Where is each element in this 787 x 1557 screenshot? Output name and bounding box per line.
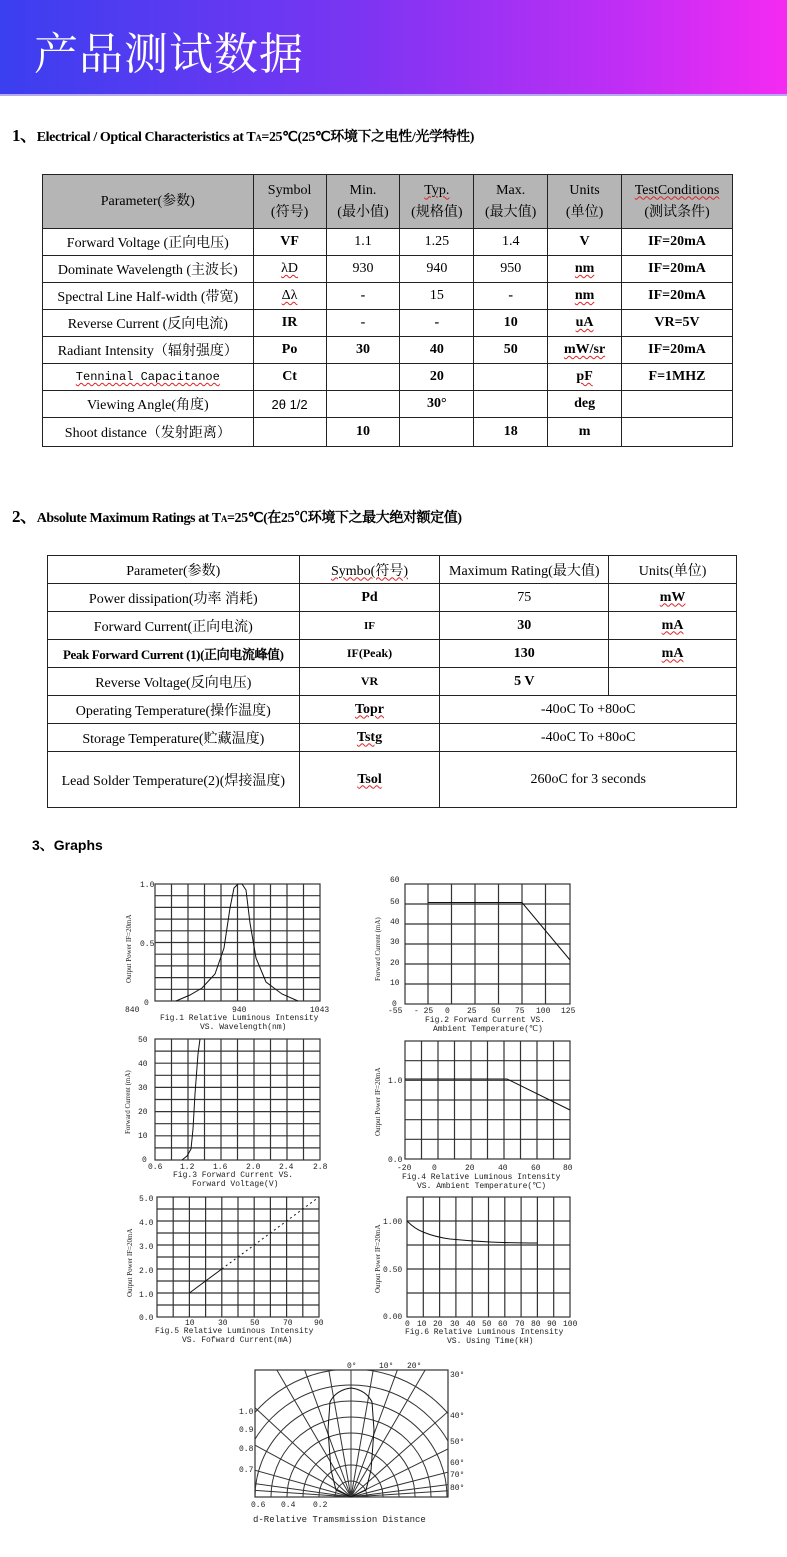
svg-text:60: 60 (498, 1320, 508, 1329)
cell-rating: 75 (440, 584, 609, 612)
table-row (48, 668, 737, 696)
cell-rating: -40oC To +80oC (440, 724, 737, 752)
table-row (48, 752, 737, 808)
cell-typ: 40 (400, 337, 474, 364)
svg-text:Output Power IF=20mA: Output Power IF=20mA (374, 1067, 382, 1136)
svg-text:- 25: - 25 (414, 1007, 434, 1016)
table-row (48, 640, 737, 668)
section2-title-suffix: =25℃(在25℃环境下之最大绝对额定值) (226, 511, 462, 526)
cell-max: 950 (474, 256, 548, 283)
cell-min: - (326, 283, 400, 310)
cell-min: 930 (326, 256, 400, 283)
header-max-rating: Maximum Rating(最大值) (440, 556, 609, 584)
cell-max: - (474, 283, 548, 310)
cell-parameter: Power dissipation(功率 消耗) (48, 584, 300, 612)
cell-units: nm (548, 256, 622, 283)
svg-text:0.0: 0.0 (139, 1314, 154, 1323)
svg-text:3.0: 3.0 (139, 1243, 154, 1252)
svg-text:-20: -20 (397, 1164, 412, 1173)
svg-text:70: 70 (283, 1319, 293, 1328)
svg-text:80: 80 (531, 1320, 541, 1329)
cell-symbol: IR (253, 310, 326, 337)
cell-parameter: Dominate Wavelength (主波长) (43, 256, 254, 283)
cell-units: m (548, 418, 622, 447)
chart-fig1 (120, 878, 335, 1033)
svg-text:0.2: 0.2 (313, 1501, 328, 1510)
header-max: Max. (最大值) (474, 175, 548, 229)
table-row (43, 337, 733, 364)
svg-text:Output Power IF=20mA: Output Power IF=20mA (126, 1228, 134, 1297)
svg-text:20: 20 (465, 1164, 475, 1173)
section1-title-sub: A (255, 133, 262, 143)
svg-text:Forward Current (mA): Forward Current (mA) (374, 917, 382, 981)
svg-text:125: 125 (561, 1007, 576, 1016)
cell-max: 10 (474, 310, 548, 337)
cell-min: 1.1 (326, 229, 400, 256)
chart-fig3 (120, 1034, 335, 1189)
cell-conditions: IF=20mA (622, 337, 733, 364)
svg-text:1.0: 1.0 (388, 1077, 403, 1086)
cell-rating: 260oC for 3 seconds (440, 752, 737, 808)
table-row (43, 364, 733, 391)
svg-text:d-Relative Tramsmission Distan: d-Relative Tramsmission Distance (253, 1515, 426, 1525)
cell-max: 18 (474, 418, 548, 447)
chart-fig5 (122, 1193, 337, 1345)
cell-parameter: Forward Voltage (正向电压) (43, 229, 254, 256)
svg-text:30: 30 (390, 938, 400, 947)
cell-units: mW/sr (548, 337, 622, 364)
cell-units: pF (548, 364, 622, 391)
svg-text:4.0: 4.0 (139, 1219, 154, 1228)
cell-parameter: Spectral Line Half-width (带宽) (43, 283, 254, 310)
cell-typ: 20 (400, 364, 474, 391)
svg-text:50: 50 (491, 1007, 501, 1016)
chart-fig4 (370, 1036, 585, 1191)
section2-title (12, 502, 462, 527)
svg-text:VS. Using Time(kH): VS. Using Time(kH) (447, 1337, 534, 1345)
header-min: Min. (最小值) (326, 175, 400, 229)
cell-max: 50 (474, 337, 548, 364)
svg-text:0.0: 0.0 (388, 1156, 403, 1165)
section3-title: 3、Graphs (32, 837, 103, 853)
cell-symbol: IF (299, 612, 440, 640)
cell-symbol: Po (253, 337, 326, 364)
cell-parameter: Peak Forward Current (1)(正向电流峰值) (48, 640, 300, 668)
svg-text:30: 30 (218, 1319, 228, 1328)
cell-conditions: F=1MHZ (622, 364, 733, 391)
svg-text:1.0: 1.0 (239, 1408, 254, 1417)
svg-text:1.00: 1.00 (383, 1218, 403, 1227)
cell-parameter: Tenninal Capacitanoe (43, 364, 254, 391)
section1-title-suffix: =25℃(25℃环境下之电性/光学特性) (261, 130, 475, 145)
table-row (43, 283, 733, 310)
svg-text:0: 0 (392, 1000, 397, 1009)
svg-text:40: 40 (390, 918, 400, 927)
cell-symbol: Pd (299, 584, 440, 612)
table-row (43, 310, 733, 337)
section1-title-text: Electrical / Optical Characteristics at T (36, 130, 256, 145)
cell-rating: 130 (440, 640, 609, 668)
svg-text:0.5: 0.5 (140, 940, 155, 949)
cell-parameter: Reverse Voltage(反向电压) (48, 668, 300, 696)
svg-text:50: 50 (482, 1320, 492, 1329)
header-typ: Typ. (规格值) (400, 175, 474, 229)
cell-units: V (548, 229, 622, 256)
banner-divider (0, 94, 787, 96)
svg-text:Fig.2 Forward Current VS.: Fig.2 Forward Current VS. (425, 1016, 546, 1025)
cell-rating: -40oC To +80oC (440, 696, 737, 724)
cell-conditions (622, 391, 733, 418)
chart-polar (236, 1360, 476, 1530)
cell-symbol (253, 418, 326, 447)
section2-title-text: Absolute Maximum Ratings at T (36, 511, 221, 526)
svg-text:20: 20 (433, 1320, 443, 1329)
svg-text:2.0: 2.0 (139, 1267, 154, 1276)
table-row (48, 724, 737, 752)
cell-symbol: VR (299, 668, 440, 696)
svg-text:60°: 60° (450, 1459, 465, 1468)
table-row (43, 229, 733, 256)
svg-text:840: 840 (125, 1006, 140, 1015)
chart-fig2 (370, 876, 585, 1034)
svg-text:100: 100 (536, 1007, 551, 1016)
svg-text:40: 40 (498, 1164, 508, 1173)
svg-text:20: 20 (138, 1108, 148, 1117)
svg-text:0°: 0° (347, 1362, 357, 1371)
cell-max (474, 391, 548, 418)
cell-symbol: VF (253, 229, 326, 256)
header-symbol: Symbol (符号) (253, 175, 326, 229)
svg-text:0: 0 (445, 1007, 450, 1016)
svg-text:10: 10 (138, 1132, 148, 1141)
cell-typ: 30° (400, 391, 474, 418)
cell-rating: 5 V (440, 668, 609, 696)
svg-text:30°: 30° (450, 1371, 465, 1380)
cell-parameter: Shoot distance（发射距离） (43, 418, 254, 447)
cell-units: mA (609, 612, 737, 640)
cell-conditions: IF=20mA (622, 283, 733, 310)
cell-typ (400, 418, 474, 447)
section2-number: 2、 (12, 507, 37, 526)
electrical-optical-table (42, 174, 733, 447)
svg-text:80: 80 (563, 1164, 573, 1173)
svg-text:Forward Voltage(V): Forward Voltage(V) (192, 1180, 279, 1189)
cell-units: nm (548, 283, 622, 310)
svg-text:Fig.6 Relative Luminous Intens: Fig.6 Relative Luminous Intensity (405, 1328, 564, 1337)
cell-units: uA (548, 310, 622, 337)
header-units: Units(单位) (609, 556, 737, 584)
cell-symbol: Tstg (299, 724, 440, 752)
svg-text:1.2: 1.2 (180, 1163, 195, 1172)
svg-text:Fig.1 Relative Luminous Intens: Fig.1 Relative Luminous Intensity (160, 1014, 319, 1023)
svg-text:50: 50 (390, 898, 400, 907)
cell-conditions: IF=20mA (622, 229, 733, 256)
header-parameter: Parameter(参数) (43, 175, 254, 229)
svg-text:70°: 70° (450, 1471, 465, 1480)
page-banner (0, 0, 787, 94)
cell-units: deg (548, 391, 622, 418)
svg-text:Output Power IF=20mA: Output Power IF=20mA (125, 914, 133, 983)
svg-text:0: 0 (144, 999, 149, 1008)
table-row (48, 612, 737, 640)
cell-symbol: Ct (253, 364, 326, 391)
table-row (48, 696, 737, 724)
svg-text:1.0: 1.0 (139, 1291, 154, 1300)
svg-text:VS. Fofward Current(mA): VS. Fofward Current(mA) (182, 1336, 293, 1345)
svg-text:20°: 20° (407, 1362, 422, 1371)
svg-text:Fig.3 Forward Current VS.: Fig.3 Forward Current VS. (173, 1171, 294, 1180)
header-parameter: Parameter(参数) (48, 556, 300, 584)
cell-parameter: Lead Solder Temperature(2)(焊接温度) (48, 752, 300, 808)
svg-text:80°: 80° (450, 1484, 465, 1493)
cell-parameter: Radiant Intensity（辐射强度） (43, 337, 254, 364)
page-title: 产品测试数据 (34, 29, 304, 80)
svg-text:0.7: 0.7 (239, 1466, 254, 1475)
cell-typ: 940 (400, 256, 474, 283)
svg-text:2.8: 2.8 (313, 1163, 328, 1172)
svg-text:Output Power IF=20mA: Output Power IF=20mA (374, 1224, 382, 1293)
svg-text:40: 40 (466, 1320, 476, 1329)
svg-text:5.0: 5.0 (139, 1195, 154, 1204)
absolute-max-ratings-table (47, 555, 737, 808)
svg-text:10°: 10° (379, 1362, 394, 1371)
section1-title (12, 121, 474, 146)
svg-text:2.0: 2.0 (246, 1163, 261, 1172)
cell-max: 1.4 (474, 229, 548, 256)
svg-text:1.6: 1.6 (213, 1163, 228, 1172)
cell-conditions: IF=20mA (622, 256, 733, 283)
svg-text:0: 0 (432, 1164, 437, 1173)
cell-symbol: IF(Peak) (299, 640, 440, 668)
svg-text:VS. Wavelength(nm): VS. Wavelength(nm) (200, 1023, 287, 1032)
svg-text:40: 40 (138, 1060, 148, 1069)
cell-max (474, 364, 548, 391)
svg-text:1.0: 1.0 (140, 881, 155, 890)
cell-symbol: Topr (299, 696, 440, 724)
cell-symbol: λD (253, 256, 326, 283)
svg-text:Forward Current (mA): Forward Current (mA) (124, 1070, 132, 1134)
svg-text:0.50: 0.50 (383, 1266, 403, 1275)
cell-symbol: Tsol (299, 752, 440, 808)
cell-rating: 30 (440, 612, 609, 640)
cell-min: 30 (326, 337, 400, 364)
table-header-row (48, 556, 737, 584)
table-header-row (43, 175, 733, 229)
cell-conditions: VR=5V (622, 310, 733, 337)
table-row (48, 584, 737, 612)
svg-text:60: 60 (390, 876, 400, 885)
svg-text:25: 25 (467, 1007, 477, 1016)
svg-text:Ambient Temperature(℃): Ambient Temperature(℃) (433, 1025, 543, 1034)
svg-text:10: 10 (417, 1320, 427, 1329)
svg-text:0.4: 0.4 (281, 1501, 296, 1510)
svg-text:2.4: 2.4 (279, 1163, 294, 1172)
cell-parameter: Storage Temperature(贮藏温度) (48, 724, 300, 752)
svg-text:0.00: 0.00 (383, 1313, 403, 1322)
svg-text:60: 60 (531, 1164, 541, 1173)
cell-units (609, 668, 737, 696)
header-test-conditions: TestConditions (测试条件) (622, 175, 733, 229)
svg-text:10: 10 (185, 1319, 195, 1328)
cell-min (326, 391, 400, 418)
svg-text:70: 70 (515, 1320, 525, 1329)
chart-fig6 (370, 1193, 585, 1345)
svg-text:100: 100 (563, 1320, 578, 1329)
table-row (43, 418, 733, 447)
svg-text:40°: 40° (450, 1412, 465, 1421)
svg-text:90: 90 (314, 1319, 324, 1328)
cell-symbol: Δλ (253, 283, 326, 310)
svg-text:0.6: 0.6 (251, 1501, 266, 1510)
cell-min: 10 (326, 418, 400, 447)
svg-text:Fig.4 Relative Luminous Intens: Fig.4 Relative Luminous Intensity (402, 1173, 561, 1182)
svg-text:0.8: 0.8 (239, 1445, 254, 1454)
cell-symbol: 2θ 1/2 (253, 391, 326, 418)
svg-text:20: 20 (390, 959, 400, 968)
cell-parameter: Viewing Angle(角度) (43, 391, 254, 418)
header-units: Units (单位) (548, 175, 622, 229)
cell-parameter: Reverse Current (反向电流) (43, 310, 254, 337)
table-row (43, 391, 733, 418)
cell-parameter: Operating Temperature(操作温度) (48, 696, 300, 724)
section2-title-sub: A (220, 514, 227, 524)
svg-text:50: 50 (138, 1036, 148, 1045)
svg-text:Fig.5 Relative Luminous Intens: Fig.5 Relative Luminous Intensity (155, 1327, 314, 1336)
svg-text:VS. Ambient Temperature(℃): VS. Ambient Temperature(℃) (417, 1182, 547, 1191)
cell-units: mW (609, 584, 737, 612)
cell-typ: 1.25 (400, 229, 474, 256)
svg-text:-55: -55 (388, 1007, 403, 1016)
header-symbol: Symbo(符号) (299, 556, 440, 584)
svg-text:50: 50 (250, 1319, 260, 1328)
svg-text:940: 940 (232, 1006, 247, 1015)
cell-typ: 15 (400, 283, 474, 310)
svg-text:0: 0 (142, 1156, 147, 1165)
svg-text:75: 75 (515, 1007, 525, 1016)
svg-text:0: 0 (405, 1320, 410, 1329)
svg-text:90: 90 (547, 1320, 557, 1329)
cell-min: - (326, 310, 400, 337)
cell-typ: - (400, 310, 474, 337)
svg-text:30: 30 (138, 1084, 148, 1093)
cell-conditions (622, 418, 733, 447)
svg-text:50°: 50° (450, 1438, 465, 1447)
cell-min (326, 364, 400, 391)
table-row (43, 256, 733, 283)
svg-text:1043: 1043 (310, 1006, 330, 1015)
svg-text:30: 30 (450, 1320, 460, 1329)
svg-text:10: 10 (390, 979, 400, 988)
section1-number: 1、 (12, 126, 37, 145)
cell-parameter: Forward Current(正向电流) (48, 612, 300, 640)
svg-text:0.9: 0.9 (239, 1426, 254, 1435)
cell-units: mA (609, 640, 737, 668)
svg-text:0.6: 0.6 (148, 1163, 163, 1172)
